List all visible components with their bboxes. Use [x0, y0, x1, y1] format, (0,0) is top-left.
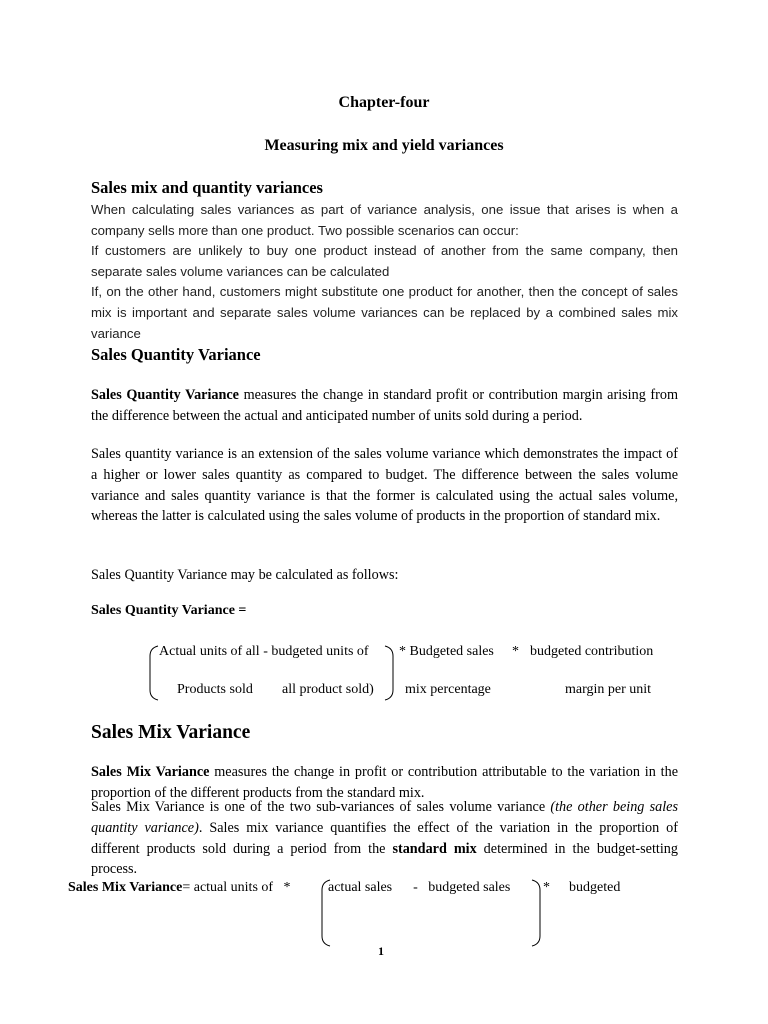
- left-bracket-icon: [144, 644, 164, 702]
- mix-left-bracket-icon: [316, 878, 334, 948]
- page-title: Measuring mix and yield variances: [264, 137, 504, 154]
- right-bracket-icon: [381, 644, 401, 702]
- page-number: 1: [378, 944, 384, 958]
- mix-variance-definition-text: measures the change in profit or contribution attributable to the variation in the proportion of the different products from the standard mix.: [91, 764, 678, 801]
- quantity-formula-label: Sales Quantity Variance =: [91, 603, 247, 618]
- formula-row1-star: *: [512, 644, 519, 659]
- formula-row1-term-a: Actual units of all - budgeted units of: [159, 644, 369, 659]
- mix-explanation-part-b: . Sales mix variance quantifies the effect of the variation in the proportion of different products sold during a period from the: [91, 819, 678, 857]
- section-heading-mix-variance: Sales Mix Variance: [91, 722, 251, 743]
- formula-row2-term-c: mix percentage: [405, 682, 491, 697]
- mix-formula-end: budgeted: [569, 880, 621, 895]
- quantity-variance-explanation: Sales quantity variance is an extension of the sales volume variance which demonstrates the impact of a higher or lower sales quantity as compared to budget. The difference between the sales volume variance and sales quantity variance is that the former is calculated using the actual sales volume, whereas the latter is calculated using the sales volume of products in the proportion of standard mix.: [91, 446, 678, 525]
- formula-row2-term-b: all product sold): [282, 682, 374, 697]
- quantity-variance-definition-text: measures the change in standard profit or contribution margin arising from the difference between the actual and anticipated number of units sold during a period.: [91, 387, 678, 424]
- standard-mix-term: standard mix: [392, 840, 477, 857]
- formula-row2-term-d: margin per unit: [565, 682, 652, 697]
- quantity-variance-term: Sales Quantity Variance: [91, 387, 239, 403]
- mix-variance-explanation: [91, 797, 678, 880]
- formula-row1-term-d: budgeted contribution: [530, 644, 654, 659]
- quantity-variance-definition: [91, 385, 678, 427]
- formula-row1-term-b: * Budgeted sales: [399, 644, 494, 659]
- mix-formula-star: *: [543, 880, 550, 895]
- section-heading-quantity-variance: Sales Quantity Variance: [91, 345, 261, 364]
- formula-row2-term-a: Products sold: [177, 682, 253, 697]
- mix-explanation-part-a: Sales Mix Variance is one of the two sub-variances of sales volume variance: [91, 799, 551, 815]
- mix-variance-term: Sales Mix Variance: [91, 764, 210, 780]
- section-heading-mix-quantity: Sales mix and quantity variances: [91, 178, 323, 197]
- intro-paragraph: When calculating sales variances as part of variance analysis, one issue that arises is when a company sells more than one product. Two possible scenarios can occur:: [91, 202, 678, 238]
- mix-formula-middle: actual sales - budgeted sales: [328, 880, 511, 895]
- mix-formula-first-term: = actual units of *: [182, 880, 291, 895]
- mix-explanation-part-c: determined in the budget-setting process.: [91, 840, 678, 878]
- scenario-one-paragraph: If customers are unlikely to buy one product instead of another from the same company, then separate sales volume variances can be calculated: [91, 243, 678, 279]
- calculation-intro: Sales Quantity Variance may be calculated as follows:: [91, 567, 399, 583]
- mix-right-bracket-icon: [528, 878, 546, 948]
- mix-formula-label: Sales Mix Variance: [68, 880, 183, 895]
- scenario-two-paragraph: If, on the other hand, customers might substitute one product for another, then the concept of sales mix is important and separate sales volume variances can be replaced by a combined sales mix variance: [91, 284, 678, 341]
- mix-explanation-italic: (the other being sales quantity variance): [91, 799, 678, 836]
- mix-formula-left: [68, 880, 291, 896]
- chapter-heading: Chapter-four: [338, 94, 430, 111]
